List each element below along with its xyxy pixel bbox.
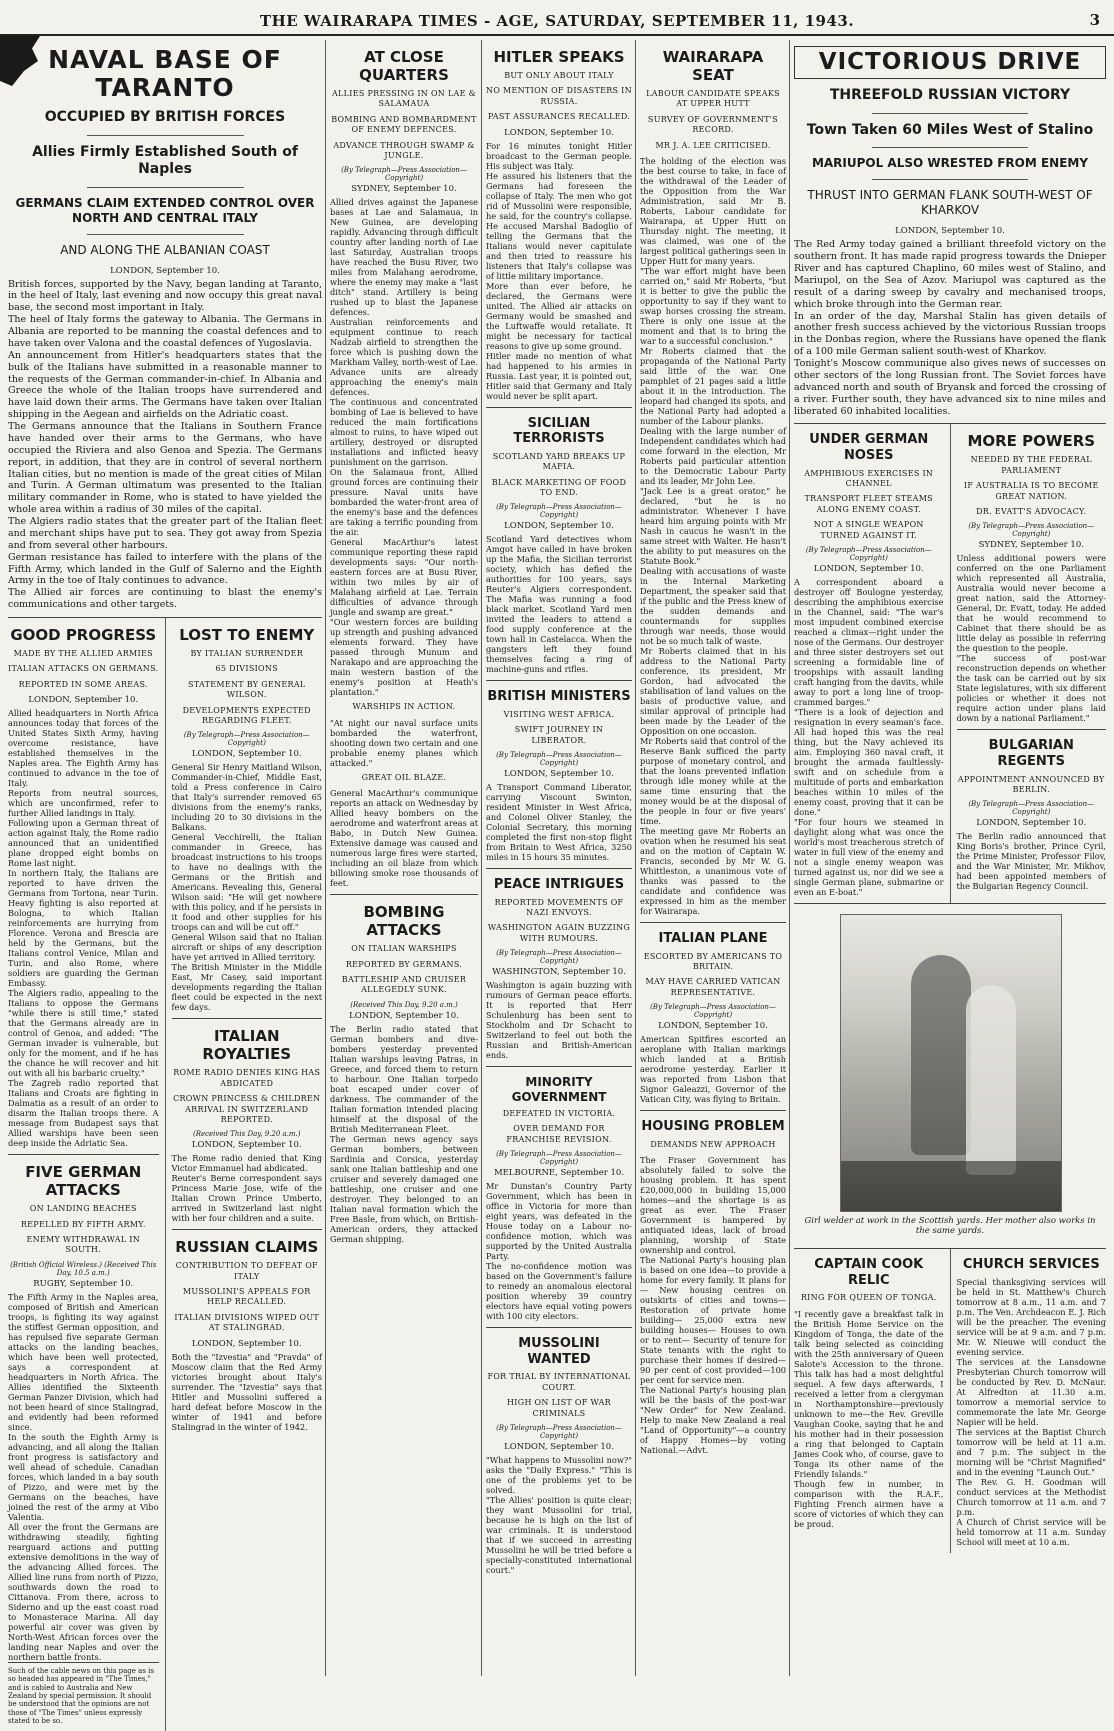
paragraph: Following upon a German threat of action against Italy, the Rome radio announced that an unidentified plane dropped eight bombs on Rome last night. <box>8 818 159 869</box>
article-hitler-speaks <box>486 40 632 408</box>
subhead: SWIFT JOURNEY IN LIBERATOR. <box>514 725 604 745</box>
headline: MINORITY GOVERNMENT <box>511 1075 607 1104</box>
subhead: RING FOR QUEEN OF TONGA. <box>800 1293 937 1303</box>
subhead: IF AUSTRALIA IS TO BECOME GREAT NATION. <box>963 481 1099 501</box>
paragraph: All over the front the Germans are withdrawing steadily, fighting rearguard actions and putting extensive demolitions in the way of the advancing Allied forces. The Allied line runs from north of Pizzo, southwards down the road to Cittanova. From there, across to Siderno and up the east coast road to Monasterace Marina. All day powerful air cover was given by North-West African forces over the landing near Naples and over the northern battle fronts. <box>8 1521 159 1662</box>
subhead: ADVANCE THROUGH SWAMP & JUNGLE. <box>333 140 475 160</box>
credit: (By Telegraph—Press Association—Copyright) <box>496 1150 622 1167</box>
deck: Town Taken 60 Miles West of Stalino <box>806 121 1094 138</box>
paragraph: German resistance has failed to interfere with the plans of the Fifth Army, which landed in the Gulf of Salerno and the Eighth Army in the toe of Italy continues to advance. <box>8 551 322 587</box>
column-5 <box>794 40 1106 1676</box>
column-rule <box>635 40 636 1676</box>
subhead: NEEDED BY THE FEDERAL PARLIAMENT <box>970 455 1092 475</box>
headline: PEACE INTRIGUES <box>493 877 625 893</box>
subhead: MR J. A. LEE CRITICISED. <box>655 140 771 150</box>
subhead: NO MENTION OF DISASTERS IN RUSSIA. <box>486 86 632 106</box>
photo-caption: Girl welder at work in the Scottish yards. Her mother also works in the same yards. <box>804 1215 1096 1236</box>
photo-ground <box>841 1161 1061 1211</box>
paragraph: The services at the Lansdowne Presbyterian Church tomorrow will be conducted by Rev. D. McNaur. At Alfredton at 11.30 a.m. tomorrow a memorial service to commemorate the late Mr. George Napier will be held. <box>956 1356 1106 1427</box>
subhead: BLACK MARKETING OF FOOD TO END. <box>491 477 627 497</box>
paragraph: The Rome radio denied that King Victor Emmanuel had abdicated. <box>171 1153 322 1174</box>
article-peace-intrigues <box>486 869 632 1067</box>
paragraph: The German news agency says German bombers, between Sardinia and Corsica, yesterday sank one Italian battleship and one cruiser and severely damaged one battleship, one cruiser and one destroyer. They belonged to an Italian naval formation which the Free Basle, from which, on British-American orders, they attacked German shipping. <box>330 1133 478 1244</box>
headline: FIVE GERMAN ATTACKS <box>25 1163 142 1200</box>
article-good-progress <box>8 618 159 1155</box>
subhead: STATEMENT BY GENERAL WILSON. <box>187 679 306 700</box>
paragraph: A Transport Command Liberator, carrying Viscount Swinton, resident Minister in West Africa, and Colonel Oliver Stanley, the Colonial Secretary, this morning completed the first non-stop flight from Britain to West Africa, 3250 miles in 15 hours 35 minutes. <box>486 782 632 863</box>
masthead <box>0 8 1114 36</box>
paragraph: Australian reinforcements and equipment continue to reach Nadzab airfield to strengthen the force which is pushing down the Markham Valley, north-west of Lae. Advance units are already approaching the enemy's main defences. <box>330 317 478 398</box>
credit: (By Telegraph—Press Association—Copyright) <box>496 503 622 520</box>
paragraph: The Berlin radio stated that German bombers and dive-bombers yesterday prevented Italian warships leaving Patras, in Greece, and forced them to return to harbour. One Italian torpedo boat escaped under cover of darkness. The commander of the Italian formation intended placing himself at the disposal of the British Mediterranean Fleet. <box>330 1023 478 1134</box>
paragraph: "Our western forces are building up strength and pushing advanced elements forward. They have passed through Munum and Narakapo and are approaching the main western bastion of the enemy's position at Heath's plantation." <box>330 617 478 698</box>
paragraph: The Allied air forces are continuing to blast the enemy's communications and other targets. <box>8 587 322 611</box>
credit: (By Telegraph—Press Association—Copyright) <box>183 731 310 748</box>
subhead: NOT A SINGLE WEAPON TURNED AGAINST IT. <box>813 520 924 540</box>
paragraph: The continuous and concentrated bombing of Lae is believed to have reduced the main fortifications almost to ruins, to have wiped out artillery, destroyed or disrupted installations and inflicted heavy punishment on the garrison. <box>330 397 478 468</box>
paragraph: "What happens to Mussolini now?" asks the "Daily Express." "This is one of the problems yet to be solved. <box>486 1454 632 1495</box>
column-4 <box>640 40 786 1676</box>
paragraph: Hitler made no mention of what had happened to his armies in Russia. Last year, it is pointed out, Hitler said that Germany and Italy would never be split apart. <box>486 350 632 401</box>
paragraph: A Church of Christ service will be held tomorrow at 11 a.m. Sunday School will meet at 10 a.m. <box>956 1516 1106 1547</box>
headline: VICTORIOUS DRIVE <box>794 46 1106 79</box>
subhead: PAST ASSURANCES RECALLED. <box>487 112 631 122</box>
column-rule <box>950 1249 951 1553</box>
column-5-split-bottom <box>794 1249 1106 1553</box>
column-5-split-top <box>794 424 1106 904</box>
article-five-german-attacks <box>8 1155 159 1731</box>
headline: GOOD PROGRESS <box>10 626 157 644</box>
subhead: CROWN PRINCESS & CHILDREN ARRIVAL IN SWITZERLAND REPORTED. <box>173 1094 321 1124</box>
paragraph: The National Party's housing plan is based on one idea—to provide a home for every family. It plans for— New housing centres on outskirts of cities and towns— Restoration of private home building— 25,000 extra new building houses— Houses to own or to rent— Security of tenure for State tenants with the right to purchase their homes if desired— 90 per cent of cost provided—100 per cent for service men. <box>640 1255 786 1386</box>
paragraph: "I recently gave a breakfast talk in the British Home Service on the Kingdom of Tonga, the date of the talk being selected as coinciding with the 25th anniversary of Queen Salote's Accession to the throne. This talk has had a most delightful sequel. A few days afterwards, I received a letter from a clergyman in Northamptonshire—previously unknown to me—the Rev. Greville Vaughan Cooke, saying that he and his mother had in their possession a ring that belonged to Captain James Cook who, of course, gave to Tonga its other name of the Friendly Islands." <box>794 1308 944 1479</box>
article-more-powers <box>957 424 1107 730</box>
article-minority-government <box>486 1067 632 1328</box>
paragraph: Mr Roberts said that control of the Reserve Bank sufficed the party purpose of monetary control, and that the loans prevented inflation through idle money while at the same time ensuring that the money would be at the disposal of the people in four or five years' time. <box>640 735 786 826</box>
subhead: VISITING WEST AFRICA. <box>503 709 615 719</box>
subhead: OVER DEMAND FOR FRANCHISE REVISION. <box>506 1124 612 1144</box>
credit: (Received This Day, 9.20 a.m.) <box>350 1000 458 1009</box>
subhead: MUSSOLINI'S APPEALS FOR HELP RECALLED. <box>182 1287 311 1307</box>
subcolumn-right <box>172 618 323 1731</box>
dateline: LONDON, September 10. <box>504 521 614 532</box>
dateline: LONDON, September 10. <box>191 749 302 760</box>
subhead: WASHINGTON AGAIN BUZZING WITH RUMOURS. <box>487 923 631 943</box>
credit: (By Telegraph—Press Association—Copyright) <box>496 949 622 966</box>
photo-figure <box>966 985 1016 1175</box>
article-church-services <box>957 1249 1107 1553</box>
article-victorious-drive <box>794 40 1106 424</box>
dateline: LONDON, September 10. <box>110 265 220 276</box>
paragraph: In northern Italy, the Italians are reported to have driven the Germans from Tortona, near Turin. Heavy fighting is also reported at Bologna, to which Italian reinforcements are hurrying from Florence. Verona and Brescia are held by the Germans, but the Italians control Venice, Milan and Turin, and also Rome, where soldiers are guarding the German Embassy. <box>8 868 159 989</box>
divider <box>87 234 244 235</box>
dateline: LONDON, September 10. <box>191 1338 302 1349</box>
deck: THREEFOLD RUSSIAN VICTORY <box>829 87 1071 104</box>
divider <box>872 179 1028 180</box>
subhead: ON LANDING BEACHES <box>29 1204 137 1214</box>
subhead: BOMBING AND BOMBARDMENT OF ENEMY DEFENCES. <box>331 114 477 135</box>
paragraph: Reuter's Berne correspondent says Princess Marie Jose, wife of the Italian Crown Prince Umberto, arrived in Switzerland last night with her four children and a suite. <box>171 1173 322 1224</box>
article-bulgarian-regents <box>957 730 1107 897</box>
credit: (By Telegraph—Press Association—Copyright) <box>805 545 932 562</box>
headline: HITLER SPEAKS <box>493 48 625 66</box>
paragraph: General Wilson said that no Italian aircraft or ships of any description have yet arrived in Allied territory. <box>171 932 322 963</box>
dateline: LONDON, September 10. <box>504 769 614 780</box>
column-rule <box>950 424 951 903</box>
headline: SICILIAN TERRORISTS <box>513 415 605 447</box>
paragraph: Allied headquarters in North Africa announces today that forces of the United States Sixth Army, having overcome resistance, have established themselves in the Naples area. The Eighth Army has continued to advance in the toe of Italy. <box>8 708 159 789</box>
subhead: SURVEY OF GOVERNMENT'S RECORD. <box>647 114 779 135</box>
dateline: LONDON, September 10. <box>813 563 924 574</box>
subhead: TRANSPORT FLEET STEAMS ALONG ENEMY COAST. <box>804 494 933 514</box>
dateline: LONDON, September 10. <box>895 226 1005 237</box>
paragraph: "Jack Lee is a great orator," he declared, "but he is no administrator. Whenever I have heard him arguing points with Mr Nash in caucus he wasn't in the same street with Walter. He hasn't the ability to put measures on the Statute Book." <box>640 485 786 566</box>
paragraph: More than ever before, he declared, the Germans were united. The Allied air attacks on Germany would be smashed and the Luftwaffe would retaliate. It might be necessary for tactical reasons to give up some ground. <box>486 280 632 351</box>
subhead: ENEMY WITHDRAWAL IN SOUTH. <box>26 1234 141 1255</box>
subhead: MADE BY THE ALLIED ARMIES <box>13 649 153 658</box>
paragraph: For 16 minutes tonight Hitler broadcast to the German people. His subject was Italy. <box>486 140 632 171</box>
paragraph: Dealing with the large number of Independent candidates which had come forward in the election, Mr Roberts paid particular attention to the Democratic Labour Party and its leader, Mr John Lee. <box>640 425 786 486</box>
subhead: LABOUR CANDIDATE SPEAKS AT UPPER HUTT <box>646 89 780 109</box>
subhead: MAY HAVE CARRIED VATICAN REPRESENTATIVE. <box>645 977 781 997</box>
dateline: SYDNEY, September 10. <box>978 540 1084 551</box>
photograph-girl-welder <box>840 914 1062 1212</box>
paragraph: Scotland Yard detectives whom Amgot have called in have broken up the Mafia, the Sicilian terrorist society, which has defied the authorities for 100 years, says Reuter's Algiers correspondent. The Mafia was running a food black market. Scotland Yard men invited the leaders to attend a food supply conference at the town hall in Castelacca. When the gangsters left they found themselves facing a ring of machine-guns and rifles. <box>486 534 632 675</box>
subhead: HIGH ON LIST OF WAR CRIMINALS <box>507 1398 611 1418</box>
subhead: REPORTED BY GERMANS. <box>345 959 463 969</box>
photo-figure <box>911 955 971 1155</box>
subhead: AMPHIBIOUS EXERCISES IN CHANNEL <box>804 468 934 488</box>
subhead: ON ITALIAN WARSHIPS <box>351 944 457 954</box>
subcolumn-left <box>794 424 944 903</box>
subhead: DR. EVATT'S ADVOCACY. <box>976 506 1087 516</box>
subhead: DEMANDS NEW APPROACH <box>650 1139 776 1149</box>
column-rule <box>325 40 326 1676</box>
paragraph: The Fraser Government has absolutely failed to solve the housing problem. It has spent £20,000,000 in building 15,000 homes—and the shortage is as great as ever. The Fraser Government is hampered by antiquated ideas, lack of broad planning, worship of State ownership and control. <box>640 1155 786 1256</box>
divider <box>872 113 1028 114</box>
subhead: ITALIAN ATTACKS ON GERMANS. <box>8 664 159 674</box>
paragraph: Dealing with accusations of waste in the Internal Marketing Department, the speaker said that if the public and the Press knew of the sudden demands and countermands for supplies through war needs, those would not be so much talk of waste. <box>640 565 786 646</box>
article-under-german-noses <box>794 424 944 903</box>
headline: HOUSING PROBLEM <box>641 1119 785 1135</box>
article-russian-claims <box>172 1230 323 1437</box>
headline: CAPTAIN COOK RELIC <box>814 1256 924 1288</box>
article-wairarapa-seat <box>640 40 786 923</box>
subhead: GREAT OIL BLAZE. <box>361 772 447 782</box>
column-3 <box>486 40 632 1676</box>
deck: GERMANS CLAIM EXTENDED CONTROL OVER NORTH AND CENTRAL ITALY <box>15 195 315 225</box>
credit: (By Telegraph—Press Association—Copyright) <box>496 751 622 768</box>
paragraph: The meeting gave Mr Roberts an ovation when he resumed his seat and on the motion of Captain W. Francis, seconded by Mr W. G. Whittleston, a unanimous vote of thanks was passed to the candidate and confidence was expressed in him as the member for Wairarapa. <box>640 825 786 916</box>
paragraph: General MacArthur's latest communique reporting these rapid developments says: "Our north-eastern forces are at Busu River, within two miles by air of Malahang airfield at Lae. Terrain difficulties of advance through jungle and swamp are great." <box>330 537 478 618</box>
paragraph: "The Allies' position is quite clear; they want Mussolini for trial, because he is high on the list of war criminals. It is understood that if we succeed in arresting Mussolini he will be tried before a specially-constituted international court." <box>486 1494 632 1575</box>
dateline: LONDON, September 10. <box>976 818 1087 829</box>
paragraph: "At night our naval surface units bombarded the waterfront, shooting down two certain and one probable enemy planes which attacked." <box>330 717 478 768</box>
deck: THRUST INTO GERMAN FLANK SOUTH-WEST OF KHARKOV <box>807 188 1093 218</box>
column-2 <box>330 40 478 1676</box>
paragraph: An announcement from Hitler's headquarters states that the bulk of the Italians have submitted in a reasonable manner to the requests of the German commander-in-chief. In Albania and Greece the whole of the Italian troops have surrendered and have laid down their arms. The Germans have taken over Italian shipping in the Aegean and airfields on the Adriatic coast. <box>8 349 322 421</box>
credit: (By Telegraph—Press Association—Copyright) <box>496 1423 622 1440</box>
headline: MUSSOLINI WANTED <box>518 1336 600 1367</box>
headline: MORE POWERS <box>967 432 1096 451</box>
column-rule <box>481 40 482 1676</box>
dateline: LONDON, September 10. <box>504 127 614 138</box>
subhead: ALLIES PRESSING IN ON LAE & SALAMAUA <box>331 89 477 109</box>
subhead: WARSHIPS IN ACTION. <box>352 702 456 712</box>
dateline: LONDON, September 10. <box>28 695 139 706</box>
article-sicilian-terrorists <box>486 408 632 682</box>
credit: (By Telegraph—Press Association—Copyright) <box>968 522 1095 539</box>
paragraph: The Zagreb radio reported that Italians and Croats are fighting in Dalmatia as a result of an order to disarm the Italian troops there. A message from Budapest says that Allied warships have been seen deep inside the Adriatic Sea. <box>8 1078 159 1149</box>
paragraph: The Algiers radio, appealing to the Italians to oppose the Germans "while there is still time," stated that the Germans already are in control of Genoa, and added: "The German invader is vulnerable, but only for the moment, and if he has the chance he will recover and hit out with all his barbaric cruelty." <box>8 988 159 1079</box>
dateline: WASHINGTON, September 10. <box>492 967 626 978</box>
paragraph: The National Party's housing plan will be the basis of the post-war "New Order" for New Zealand. Help to make New Zealand a real "Land of Opportunity"—a country of Happy Homes—by voting National.—Advt. <box>640 1385 786 1456</box>
subhead: ITALIAN DIVISIONS WIPED OUT AT STALINGRAD. <box>174 1312 320 1333</box>
column-1 <box>8 40 322 1726</box>
paragraph: Mr Dunstan's Country Party Government, which has been in office in Victoria for more than eight years, was defeated in the House today on a Labour no-confidence motion, which was supported by the United Australia Party. <box>486 1181 632 1262</box>
deck: MARIUPOL ALSO WRESTED FROM ENEMY <box>811 156 1089 171</box>
paragraph: "There is a look of dejection and resignation in every seaman's face. All had hoped this was the real thing, but the Navy achieved its aim. Employing 360 naval craft, it brought the armada faultlessly-swift and on schedule from a multitude of ports and embarkation beaches within 10 miles of the enemy coast, proving that it can be done." <box>794 706 944 817</box>
paragraph: A correspondent aboard a destroyer off Boulogne yesterday, describing the amphibious exercise in the Channel, said: "The war's most impudent combined exercise reached a climax—right under the nose of the Germans. Our destroyer and three sister destroyers set out screening a formidable line of troopships with assault landing craft hanging from the davits, while away to port a long line of troop-crammed barges." <box>794 576 944 707</box>
article-british-ministers <box>486 681 632 869</box>
article-naval-base <box>8 40 322 618</box>
subhead: BATTLESHIP AND CRUISER ALLEGEDLY SUNK. <box>341 974 467 995</box>
subcolumn-right <box>957 424 1107 903</box>
subcolumn-left <box>8 618 159 1731</box>
paragraph: Allied drives against the Japanese bases at Lae and Salamaua, in New Guinea, are developing rapidly. Advancing through difficult country after landing north of Lae last Saturday, Australian troops have reached the Busu River, two miles from Malahang aerodrome, where the enemy may make a "last ditch" stand. Artillery is being rushed up to blast the Japanese defences. <box>330 197 478 318</box>
column-1-split <box>8 618 322 1731</box>
paragraph: Mr Roberts claimed that the propaganda of the National Party said little of the war. One pamphlet of 21 pages said a little about it in the introduction. The leopard had changed its spots, and the National Party had adopted a number of the Labour planks. <box>640 345 786 426</box>
page-number: 3 <box>1089 11 1100 29</box>
credit: (By Telegraph—Press Association—Copyright) <box>968 800 1095 817</box>
subhead: FOR TRIAL BY INTERNATIONAL COURT. <box>487 1372 631 1392</box>
subhead: CONTRIBUTION TO DEFEAT OF ITALY <box>175 1261 318 1281</box>
dateline: RUGBY, September 10. <box>33 1278 134 1289</box>
subhead: DEFEATED IN VICTORIA. <box>502 1109 616 1119</box>
dateline: LONDON, September 10. <box>504 1441 614 1452</box>
paragraph: He assured his listeners that the Germans had foreseen the collapse of Italy. The men who got rid of Mussolini were responsible, he said, for the country's collapse. He accused Marshal Badoglio of telling the Germans that the Italians would never capitulate and then tried to reassure his listeners that Italy's collapse was of little military importance. <box>486 170 632 281</box>
deck: OCCUPIED BY BRITISH FORCES <box>44 109 286 125</box>
paragraph: American Spitfires escorted an aeroplane with Italian markings which landed at a British aerodrome yesterday. Earlier it was reported from Lisbon that Signor Galeazzi, Governor of the Vatican City, was flying to Britain. <box>640 1034 786 1105</box>
paragraph: "The success of post-war reconstruction depends on whether the task can be carried out by six State legislatures, with six different policies or whether it does not require action under plans laid down by a national Parliament." <box>956 653 1106 724</box>
article-close-quarters <box>330 40 478 895</box>
paragraph: The British Minister in the Middle East, Mr Casey, said important developments regarding the Italian fleet could be expected in the next few days. <box>171 962 322 1013</box>
headline: AT CLOSE QUARTERS <box>359 48 449 84</box>
subhead: REPORTED IN SOME AREAS. <box>18 679 148 689</box>
paragraph: On the Salamaua front, Allied ground forces are continuing their pressure. Naval units have bombarded the water-front area of the enemy's base and the defences are taking a terrific pounding from the air. <box>330 467 478 538</box>
headline: BULGARIAN REGENTS <box>988 738 1074 769</box>
paragraph: Washington is again buzzing with rumours of German peace efforts. It is reported that Herr Schulenburg has been sent to Stockholm and Dr Schacht to Switzerland to feel out both the Russian and British-American ends. <box>486 980 632 1061</box>
article-italian-plane <box>640 923 786 1111</box>
column-rule <box>165 618 166 1731</box>
headline: WAIRARAPA SEAT <box>662 48 764 84</box>
subcolumn-left <box>794 1249 944 1553</box>
subhead: 65 DIVISIONS <box>215 664 278 674</box>
deck: Allies Firmly Established South of Naples <box>32 143 298 177</box>
paragraph: "For four hours we steamed in daylight along what was once the world's most treacherous stretch of water in full view of the enemy and not a single enemy weapon was turned against us, nor did we see a single German plane, submarine or even an E-boat." <box>794 816 944 897</box>
paragraph: Special thanksgiving services will be held in St. Matthew's Church tomorrow at 8 a.m., 11 a.m. and 7 p.m. The Ven. Archdeacon E. J. Rich will be the preacher. The evening service will be at 9 a.m. and 7 p.m. Mr. W. Nieuwe will conduct the evening service. <box>956 1276 1106 1357</box>
paragraph: Reports from neutral sources, which are unconfirmed, refer to further Allied landings in Italy. <box>8 788 159 819</box>
paragraph: British forces, supported by the Navy, began landing at Taranto, in the heel of Italy, last evening and now occupy this great naval base, the second most important in Italy. <box>8 278 322 314</box>
dateline: SYDNEY, September 10. <box>351 184 457 195</box>
headline: CHURCH SERVICES <box>962 1256 1100 1272</box>
credit: (British Official Wireless.) (Received This Day, 10.5 a.m.) <box>10 1260 157 1277</box>
credit: (Received This Day, 9.20 a.m.) <box>192 1130 301 1139</box>
headline: RUSSIAN CLAIMS <box>175 1238 319 1257</box>
deck: AND ALONG THE ALBANIAN COAST <box>60 242 270 257</box>
paragraph: The no-confidence motion was based on the Government's failure to remedy an anomalous electoral position whereby 39 country electors have equal voting powers with 100 city electors. <box>486 1261 632 1322</box>
paragraph: The Fifth Army in the Naples area, composed of British and American troops, is fighting its way against the stiffest German opposition, and has repulsed five separate German attacks on the landing beaches, which have been well protected, says a correspondent at headquarters in North Africa. The Allies identified the Sixteenth German Panzer Division, which had not been heard of since Stalingrad, and evidently had been reformed since. <box>8 1291 159 1432</box>
subhead: ESCORTED BY AMERICANS TO BRITAIN. <box>643 951 783 971</box>
photo-block <box>794 904 1106 1249</box>
subhead: BUT ONLY ABOUT ITALY <box>504 71 614 80</box>
paragraph: The Algiers radio states that the greater part of the Italian fleet and merchant ships have put to sea. They got away from Spezia and from several other harbours. <box>8 516 322 551</box>
article-captain-cook <box>794 1249 944 1535</box>
dateline: LONDON, September 10. <box>191 1140 302 1151</box>
article-mussolini-wanted <box>486 1328 632 1581</box>
divider <box>87 187 244 188</box>
dateline: LONDON, September 10. <box>658 1021 768 1032</box>
paragraph: Unless additional powers were conferred on the one Parliament which represented all Australia, Australia would never become a great nation, said the Attorney-General, Dr. Evatt, today. He added that he would recommend to Cabinet that there should be as little delay as possible in referring the question to the people. <box>956 553 1106 654</box>
subhead: REPORTED MOVEMENTS OF NAZI ENVOYS. <box>494 897 624 918</box>
paragraph: General Sir Henry Maitland Wilson, Commander-in-Chief, Middle East, told a Press conference in Cairo that Italy's surrender removed 65 divisions from the enemy's ranks, including 20 to 30 divisions in the Balkans. <box>171 762 322 833</box>
paragraph: In the south the Eighth Army is advancing, and all along the Italian front progress is satisfactory and well ahead of schedule. Canadian forces, which landed in a bay south of Pizzo, and were met by the Germans on the beaches, have joined the rest of the army at Vibo Valentia. <box>8 1431 159 1522</box>
paragraph: The Red Army today gained a brilliant threefold victory on the southern front. It has made rapid progress towards the Dnieper River and has captured Chaplino, 60 miles west of Stalino, and Mariupol, on the Sea of Azov. Mariupol was captured as the result of a daring sweep by cavalry and mechanised troops, which broke through into the German rear. <box>794 239 1106 310</box>
divider <box>872 147 1028 148</box>
dateline: MELBOURNE, September 10. <box>493 1168 625 1179</box>
subhead: BY ITALIAN SURRENDER <box>190 649 304 658</box>
subhead: ROME RADIO DENIES KING HAS ABDICATED <box>173 1068 321 1088</box>
headline: LOST TO ENEMY <box>179 626 315 644</box>
headline: UNDER GERMAN NOSES <box>809 432 929 464</box>
paragraph: General MacArthur's communique reports an attack on Wednesday by Allied heavy bombers on the aerodrome and waterfront areas at Babo, in Dutch New Guinea. Extensive damage was caused and numerous large fires were started, including an oil blaze from which billowing smoke rose thousands of feet. <box>330 788 478 889</box>
subhead: REPELLED BY FIFTH ARMY. <box>20 1219 146 1229</box>
headline: NAVAL BASE OF TARANTO <box>48 45 282 102</box>
headline: ITALIAN ROYALTIES <box>202 1027 292 1064</box>
credit: (By Telegraph—Press Association—Copyright) <box>650 1003 776 1020</box>
paragraph: The Rev. G. H. Goodman will conduct services at the Methodist Church tomorrow at 11 a.m. and 7 p.m. <box>956 1476 1106 1517</box>
paragraph: The holding of the election was the best course to take, in face of the withdrawal of the Leader of the Opposition from the War Administration, said Mr B. Roberts, Labour candidate for Wairarapa, at Upper Hutt on Thursday night. The meeting, it was claimed, was one of the largest political gatherings seen in Upper Hutt for many years. <box>640 155 786 266</box>
paragraph: Tonight's Moscow communique also gives news of successes on other sectors of the long Russian front. The Soviet forces have advanced north and south of Bryansk and forced the crossing of a river. Further south, they have advanced six to nine miles and liberated 60 inhabited localities. <box>794 358 1106 417</box>
headline: BRITISH MINISTERS <box>487 689 631 705</box>
subhead: SCOTLAND YARD BREAKS UP MAFIA. <box>492 451 626 472</box>
headline: ITALIAN PLANE <box>658 930 768 946</box>
masthead-title: THE WAIRARAPA TIMES - AGE, SATURDAY, SEPTEMBER 11, 1943. <box>259 12 855 30</box>
dateline: LONDON, September 10. <box>349 1010 459 1021</box>
headline: BOMBING ATTACKS <box>363 903 445 940</box>
paragraph: In an order of the day, Marshal Stalin has given details of another fresh success achieved by the victorious Russian troops in the Donbas region, where the Russians have opened the flank of a 100 mile German salient south-west of Kharkov. <box>794 310 1106 358</box>
paragraph: Mr Roberts claimed that in his address to the National Party conference, its president, Mr Gordon, had advocated the stabilisation of land values on the basis of productive value, and similar approval of principle had been made by the Leader of the Opposition on one occasion. <box>640 645 786 736</box>
divider <box>87 135 244 136</box>
article-lost-to-enemy <box>172 618 323 1019</box>
paragraph: "The war effort might have been carried on," said Mr Roberts, "but it is better to give the public the opportunity to say if they want to swap horses crossing the stream. There is only one issue at the moment and that is to bring the war to a successful conclusion." <box>640 265 786 346</box>
credit: (By Telegraph—Press Association—Copyright) <box>341 166 467 183</box>
article-italian-royalties <box>172 1019 323 1230</box>
paragraph: Though few in number, in comparison with the R.A.F., Fighting French airmen have a score of victories of which they can be proud. <box>794 1478 944 1529</box>
paragraph: General Vecchirelli, the Italian commander in Greece, has broadcast instructions to his troops to have no dealings with the Germans or the British and Americans. Revealing this, General Wilson said: "He will get nowhere with this policy, and if he persists in it food and other supplies for his troops can and will be cut off." <box>171 832 322 933</box>
paragraph: Both the "Izvestia" and "Pravda" of Moscow claim that the Red Army victories brought about Italy's surrender. The "Izvestia" says that Hitler and Mussolini suffered a hard defeat before Moscow in the winter of 1941 and before Stalingrad in the winter of 1942. <box>171 1351 322 1432</box>
subhead: APPOINTMENT ANNOUNCED BY BERLIN. <box>957 774 1105 794</box>
footnote: Such of the cable news on this page as is so headed has appeared in "The Times," and is cabled to Australia and New Zealand by special permission. It should be understood that the opinions are not those of "The Times" unless expressly stated to be so. <box>8 1662 159 1726</box>
article-housing-problem <box>640 1111 786 1461</box>
article-bombing-attacks <box>330 895 478 1250</box>
paragraph: The Germans announce that the Italians in Southern France have handed over their arms to the Germans, who have occupied the Riviera and also Genoa and Spezia. The Germans report, in addition, that they are in control of several northern Italian cities, but no mention is made of the great cities of Milan and Turin. A German ultimatum was presented to the Italian military commander in Rome, who is stated to have yielded the whole area within a radius of 30 miles of the capital. <box>8 421 322 516</box>
subhead: DEVELOPMENTS EXPECTED REGARDING FLEET. <box>182 705 311 725</box>
paragraph: The services at the Baptist Church tomorrow will be held at 11 a.m. and 7 p.m. The subject in the morning will be "Christ Magnified" and in the evening "Launch Out." <box>956 1426 1106 1477</box>
paragraph: The Berlin radio announced that King Boris's brother, Prince Cyril, the Prime Minister, Professor Filov, and the War Minister, Mr. Mikhov, had been appointed members of the Bulgarian Regency Council. <box>956 831 1106 892</box>
subcolumn-right <box>957 1249 1107 1553</box>
paragraph: The heel of Italy forms the gateway to Albania. The Germans in Albania are reported to be manning the coastal defences and to have taken over Valona and the coastal defences of Yugoslavia. <box>8 314 322 349</box>
column-rule <box>789 40 790 1676</box>
